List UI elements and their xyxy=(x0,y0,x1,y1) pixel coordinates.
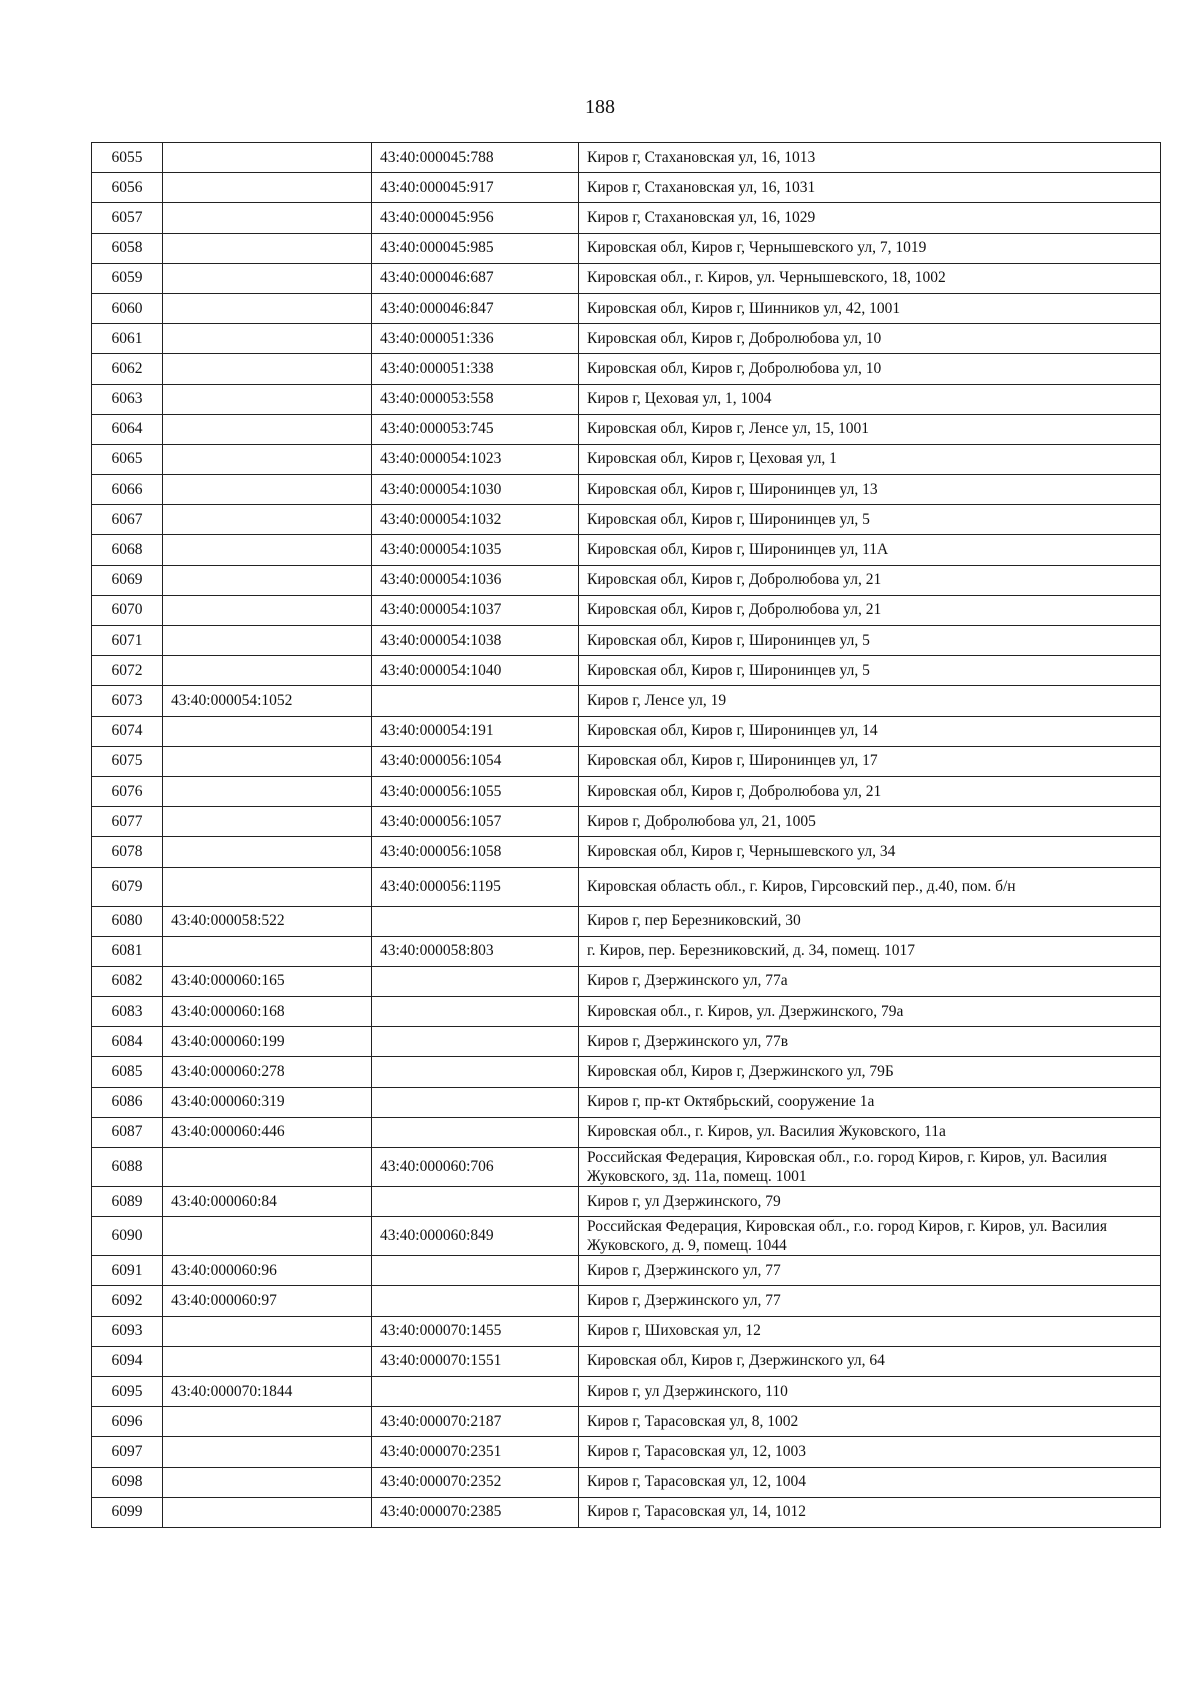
row-number: 6057 xyxy=(92,203,163,233)
land-cadastral-number xyxy=(163,626,372,656)
land-cadastral-number: 43:40:000060:278 xyxy=(163,1057,372,1087)
row-number: 6075 xyxy=(92,746,163,776)
object-cadastral-number xyxy=(372,1256,579,1286)
table-row xyxy=(92,1217,1161,1256)
table-row xyxy=(92,1087,1161,1117)
address: Киров г, Стахановская ул, 16, 1031 xyxy=(579,173,1161,203)
object-cadastral-number: 43:40:000056:1054 xyxy=(372,746,579,776)
land-cadastral-number: 43:40:000070:1844 xyxy=(163,1376,372,1406)
table-row xyxy=(92,1497,1161,1527)
table-row xyxy=(92,263,1161,293)
object-cadastral-number: 43:40:000054:1032 xyxy=(372,505,579,535)
object-cadastral-number: 43:40:000060:706 xyxy=(372,1148,579,1187)
address: Киров г, Тарасовская ул, 12, 1003 xyxy=(579,1437,1161,1467)
row-number: 6082 xyxy=(92,966,163,996)
table-row xyxy=(92,1057,1161,1087)
object-cadastral-number: 43:40:000046:847 xyxy=(372,293,579,323)
table-row xyxy=(92,867,1161,906)
address: Кировская обл, Киров г, Широнинцев ул, 5 xyxy=(579,626,1161,656)
land-cadastral-number xyxy=(163,867,372,906)
object-cadastral-number: 43:40:000045:956 xyxy=(372,203,579,233)
address: Киров г, пр-кт Октябрьский, сооружение 1а xyxy=(579,1087,1161,1117)
object-cadastral-number: 43:40:000053:558 xyxy=(372,384,579,414)
row-number: 6065 xyxy=(92,444,163,474)
row-number: 6058 xyxy=(92,233,163,263)
land-cadastral-number xyxy=(163,143,372,173)
row-number: 6060 xyxy=(92,293,163,323)
object-cadastral-number xyxy=(372,1376,579,1406)
land-cadastral-number xyxy=(163,656,372,686)
land-cadastral-number xyxy=(163,807,372,837)
object-cadastral-number: 43:40:000045:788 xyxy=(372,143,579,173)
table-row xyxy=(92,475,1161,505)
table-row xyxy=(92,1117,1161,1147)
land-cadastral-number xyxy=(163,505,372,535)
object-cadastral-number: 43:40:000054:1030 xyxy=(372,475,579,505)
land-cadastral-number xyxy=(163,837,372,867)
table-row xyxy=(92,535,1161,565)
row-number: 6087 xyxy=(92,1117,163,1147)
land-cadastral-number: 43:40:000058:522 xyxy=(163,906,372,936)
object-cadastral-number xyxy=(372,686,579,716)
address: Кировская обл, Киров г, Цеховая ул, 1 xyxy=(579,444,1161,474)
object-cadastral-number xyxy=(372,1087,579,1117)
row-number: 6061 xyxy=(92,324,163,354)
table-row xyxy=(92,324,1161,354)
address: Российская Федерация, Кировская обл., г.о. город Киров, г. Киров, ул. Василия Жуковского, зд. 11а, помещ. 1001 xyxy=(579,1148,1161,1187)
address: Киров г, пер Березниковский, 30 xyxy=(579,906,1161,936)
land-cadastral-number: 43:40:000060:446 xyxy=(163,1117,372,1147)
land-cadastral-number xyxy=(163,716,372,746)
address: Кировская обл, Киров г, Шинников ул, 42, 1001 xyxy=(579,293,1161,323)
address: Кировская обл., г. Киров, ул. Василия Жуковского, 11а xyxy=(579,1117,1161,1147)
address: Киров г, Шиховская ул, 12 xyxy=(579,1316,1161,1346)
object-cadastral-number: 43:40:000056:1195 xyxy=(372,867,579,906)
page-number: 188 xyxy=(585,96,615,118)
address: Кировская обл, Киров г, Широнинцев ул, 5 xyxy=(579,656,1161,686)
object-cadastral-number xyxy=(372,1286,579,1316)
land-cadastral-number: 43:40:000060:168 xyxy=(163,997,372,1027)
land-cadastral-number xyxy=(163,203,372,233)
object-cadastral-number: 43:40:000054:1023 xyxy=(372,444,579,474)
table-row xyxy=(92,746,1161,776)
row-number: 6083 xyxy=(92,997,163,1027)
table-row xyxy=(92,1027,1161,1057)
land-cadastral-number xyxy=(163,535,372,565)
row-number: 6070 xyxy=(92,595,163,625)
object-cadastral-number: 43:40:000070:2351 xyxy=(372,1437,579,1467)
row-number: 6064 xyxy=(92,414,163,444)
table-row xyxy=(92,1187,1161,1217)
row-number: 6085 xyxy=(92,1057,163,1087)
table-row xyxy=(92,1437,1161,1467)
object-cadastral-number: 43:40:000058:803 xyxy=(372,936,579,966)
table-row xyxy=(92,1346,1161,1376)
address: Кировская область обл., г. Киров, Гирсовский пер., д.40, пом. б/н xyxy=(579,867,1161,906)
table-row xyxy=(92,1286,1161,1316)
object-cadastral-number: 43:40:000054:1037 xyxy=(372,595,579,625)
address: Киров г, Дзержинского ул, 77 xyxy=(579,1256,1161,1286)
row-number: 6066 xyxy=(92,475,163,505)
table-row xyxy=(92,143,1161,173)
land-cadastral-number xyxy=(163,1497,372,1527)
row-number: 6080 xyxy=(92,906,163,936)
table-row xyxy=(92,505,1161,535)
address: Российская Федерация, Кировская обл., г.о. город Киров, г. Киров, ул. Василия Жуковского, д. 9, помещ. 1044 xyxy=(579,1217,1161,1256)
land-cadastral-number xyxy=(163,414,372,444)
row-number: 6072 xyxy=(92,656,163,686)
land-cadastral-number xyxy=(163,1346,372,1376)
object-cadastral-number: 43:40:000054:1040 xyxy=(372,656,579,686)
address: Кировская обл., г. Киров, ул. Дзержинского, 79а xyxy=(579,997,1161,1027)
table-row xyxy=(92,444,1161,474)
table-row xyxy=(92,936,1161,966)
land-cadastral-number xyxy=(163,263,372,293)
row-number: 6096 xyxy=(92,1407,163,1437)
row-number: 6074 xyxy=(92,716,163,746)
row-number: 6084 xyxy=(92,1027,163,1057)
object-cadastral-number: 43:40:000054:1036 xyxy=(372,565,579,595)
object-cadastral-number: 43:40:000046:687 xyxy=(372,263,579,293)
object-cadastral-number: 43:40:000056:1055 xyxy=(372,776,579,806)
table-row xyxy=(92,414,1161,444)
object-cadastral-number xyxy=(372,1057,579,1087)
land-cadastral-number xyxy=(163,324,372,354)
address: Кировская обл, Киров г, Широнинцев ул, 5 xyxy=(579,505,1161,535)
object-cadastral-number: 43:40:000060:849 xyxy=(372,1217,579,1256)
row-number: 6073 xyxy=(92,686,163,716)
row-number: 6076 xyxy=(92,776,163,806)
row-number: 6090 xyxy=(92,1217,163,1256)
table-row xyxy=(92,626,1161,656)
object-cadastral-number xyxy=(372,997,579,1027)
object-cadastral-number: 43:40:000070:2385 xyxy=(372,1497,579,1527)
table-row xyxy=(92,173,1161,203)
land-cadastral-number: 43:40:000060:319 xyxy=(163,1087,372,1117)
object-cadastral-number: 43:40:000054:1035 xyxy=(372,535,579,565)
row-number: 6069 xyxy=(92,565,163,595)
address: Киров г, Цеховая ул, 1, 1004 xyxy=(579,384,1161,414)
address: Кировская обл, Киров г, Широнинцев ул, 17 xyxy=(579,746,1161,776)
object-cadastral-number: 43:40:000070:2187 xyxy=(372,1407,579,1437)
address: Кировская обл, Киров г, Чернышевского ул, 34 xyxy=(579,837,1161,867)
row-number: 6067 xyxy=(92,505,163,535)
object-cadastral-number: 43:40:000056:1057 xyxy=(372,807,579,837)
row-number: 6079 xyxy=(92,867,163,906)
table-row xyxy=(92,1376,1161,1406)
land-cadastral-number xyxy=(163,1467,372,1497)
object-cadastral-number xyxy=(372,1117,579,1147)
address: Киров г, Тарасовская ул, 8, 1002 xyxy=(579,1407,1161,1437)
object-cadastral-number: 43:40:000053:745 xyxy=(372,414,579,444)
table-row xyxy=(92,997,1161,1027)
address: Кировская обл., г. Киров, ул. Чернышевского, 18, 1002 xyxy=(579,263,1161,293)
land-cadastral-number xyxy=(163,293,372,323)
land-cadastral-number: 43:40:000060:97 xyxy=(163,1286,372,1316)
address: Кировская обл, Киров г, Чернышевского ул, 7, 1019 xyxy=(579,233,1161,263)
table-row xyxy=(92,384,1161,414)
row-number: 6089 xyxy=(92,1187,163,1217)
address: Киров г, Тарасовская ул, 14, 1012 xyxy=(579,1497,1161,1527)
land-cadastral-number xyxy=(163,444,372,474)
row-number: 6059 xyxy=(92,263,163,293)
land-cadastral-number xyxy=(163,595,372,625)
row-number: 6097 xyxy=(92,1437,163,1467)
land-cadastral-number xyxy=(163,746,372,776)
row-number: 6094 xyxy=(92,1346,163,1376)
address: Кировская обл, Киров г, Добролюбова ул, 21 xyxy=(579,776,1161,806)
object-cadastral-number: 43:40:000070:1551 xyxy=(372,1346,579,1376)
land-cadastral-number: 43:40:000060:84 xyxy=(163,1187,372,1217)
object-cadastral-number: 43:40:000051:336 xyxy=(372,324,579,354)
object-cadastral-number: 43:40:000045:917 xyxy=(372,173,579,203)
row-number: 6098 xyxy=(92,1467,163,1497)
object-cadastral-number xyxy=(372,1027,579,1057)
address: Кировская обл, Киров г, Ленсе ул, 15, 1001 xyxy=(579,414,1161,444)
address: Кировская обл, Киров г, Добролюбова ул, 10 xyxy=(579,324,1161,354)
address: Кировская обл, Киров г, Добролюбова ул, 21 xyxy=(579,595,1161,625)
row-number: 6095 xyxy=(92,1376,163,1406)
row-number: 6093 xyxy=(92,1316,163,1346)
land-cadastral-number xyxy=(163,776,372,806)
table-row xyxy=(92,354,1161,384)
address: Киров г, ул Дзержинского, 79 xyxy=(579,1187,1161,1217)
address: Кировская обл, Киров г, Дзержинского ул, 79Б xyxy=(579,1057,1161,1087)
row-number: 6063 xyxy=(92,384,163,414)
land-cadastral-number xyxy=(163,1148,372,1187)
address: Киров г, Дзержинского ул, 77в xyxy=(579,1027,1161,1057)
land-cadastral-number: 43:40:000060:199 xyxy=(163,1027,372,1057)
address: Киров г, Стахановская ул, 16, 1013 xyxy=(579,143,1161,173)
address: Кировская обл, Киров г, Широнинцев ул, 14 xyxy=(579,716,1161,746)
table-row xyxy=(92,1256,1161,1286)
land-cadastral-number xyxy=(163,1407,372,1437)
land-cadastral-number xyxy=(163,233,372,263)
table-row xyxy=(92,837,1161,867)
row-number: 6091 xyxy=(92,1256,163,1286)
address: Кировская обл, Киров г, Широнинцев ул, 13 xyxy=(579,475,1161,505)
address: Киров г, Стахановская ул, 16, 1029 xyxy=(579,203,1161,233)
table-row xyxy=(92,686,1161,716)
object-cadastral-number: 43:40:000051:338 xyxy=(372,354,579,384)
address: Киров г, Дзержинского ул, 77а xyxy=(579,966,1161,996)
land-cadastral-number xyxy=(163,384,372,414)
object-cadastral-number: 43:40:000070:1455 xyxy=(372,1316,579,1346)
row-number: 6078 xyxy=(92,837,163,867)
land-cadastral-number xyxy=(163,475,372,505)
address: Кировская обл, Киров г, Широнинцев ул, 11А xyxy=(579,535,1161,565)
row-number: 6056 xyxy=(92,173,163,203)
object-cadastral-number: 43:40:000054:191 xyxy=(372,716,579,746)
object-cadastral-number xyxy=(372,906,579,936)
table-row xyxy=(92,1467,1161,1497)
row-number: 6055 xyxy=(92,143,163,173)
table-row xyxy=(92,776,1161,806)
land-cadastral-number: 43:40:000054:1052 xyxy=(163,686,372,716)
land-cadastral-number xyxy=(163,1217,372,1256)
object-cadastral-number xyxy=(372,966,579,996)
table-row xyxy=(92,1316,1161,1346)
address: Киров г, Ленсе ул, 19 xyxy=(579,686,1161,716)
land-cadastral-number: 43:40:000060:96 xyxy=(163,1256,372,1286)
registry-body xyxy=(92,143,1161,1528)
row-number: 6062 xyxy=(92,354,163,384)
object-cadastral-number: 43:40:000070:2352 xyxy=(372,1467,579,1497)
object-cadastral-number: 43:40:000045:985 xyxy=(372,233,579,263)
table-row xyxy=(92,203,1161,233)
table-row xyxy=(92,1148,1161,1187)
row-number: 6088 xyxy=(92,1148,163,1187)
registry-table xyxy=(91,142,1161,1528)
object-cadastral-number: 43:40:000056:1058 xyxy=(372,837,579,867)
table-row xyxy=(92,293,1161,323)
address: г. Киров, пер. Березниковский, д. 34, помещ. 1017 xyxy=(579,936,1161,966)
land-cadastral-number xyxy=(163,565,372,595)
address: Кировская обл, Киров г, Добролюбова ул, 21 xyxy=(579,565,1161,595)
object-cadastral-number xyxy=(372,1187,579,1217)
address: Кировская обл, Киров г, Добролюбова ул, 10 xyxy=(579,354,1161,384)
row-number: 6081 xyxy=(92,936,163,966)
address: Киров г, Добролюбова ул, 21, 1005 xyxy=(579,807,1161,837)
row-number: 6068 xyxy=(92,535,163,565)
table-row xyxy=(92,807,1161,837)
table-row xyxy=(92,1407,1161,1437)
row-number: 6077 xyxy=(92,807,163,837)
table-row xyxy=(92,595,1161,625)
table-row xyxy=(92,565,1161,595)
land-cadastral-number xyxy=(163,936,372,966)
land-cadastral-number xyxy=(163,173,372,203)
land-cadastral-number: 43:40:000060:165 xyxy=(163,966,372,996)
row-number: 6099 xyxy=(92,1497,163,1527)
row-number: 6086 xyxy=(92,1087,163,1117)
table-row xyxy=(92,656,1161,686)
address: Киров г, Дзержинского ул, 77 xyxy=(579,1286,1161,1316)
row-number: 6071 xyxy=(92,626,163,656)
object-cadastral-number: 43:40:000054:1038 xyxy=(372,626,579,656)
address: Кировская обл, Киров г, Дзержинского ул, 64 xyxy=(579,1346,1161,1376)
table-row xyxy=(92,906,1161,936)
table-row xyxy=(92,233,1161,263)
land-cadastral-number xyxy=(163,1316,372,1346)
table-row xyxy=(92,716,1161,746)
address: Киров г, ул Дзержинского, 110 xyxy=(579,1376,1161,1406)
land-cadastral-number xyxy=(163,354,372,384)
land-cadastral-number xyxy=(163,1437,372,1467)
address: Киров г, Тарасовская ул, 12, 1004 xyxy=(579,1467,1161,1497)
table-row xyxy=(92,966,1161,996)
row-number: 6092 xyxy=(92,1286,163,1316)
